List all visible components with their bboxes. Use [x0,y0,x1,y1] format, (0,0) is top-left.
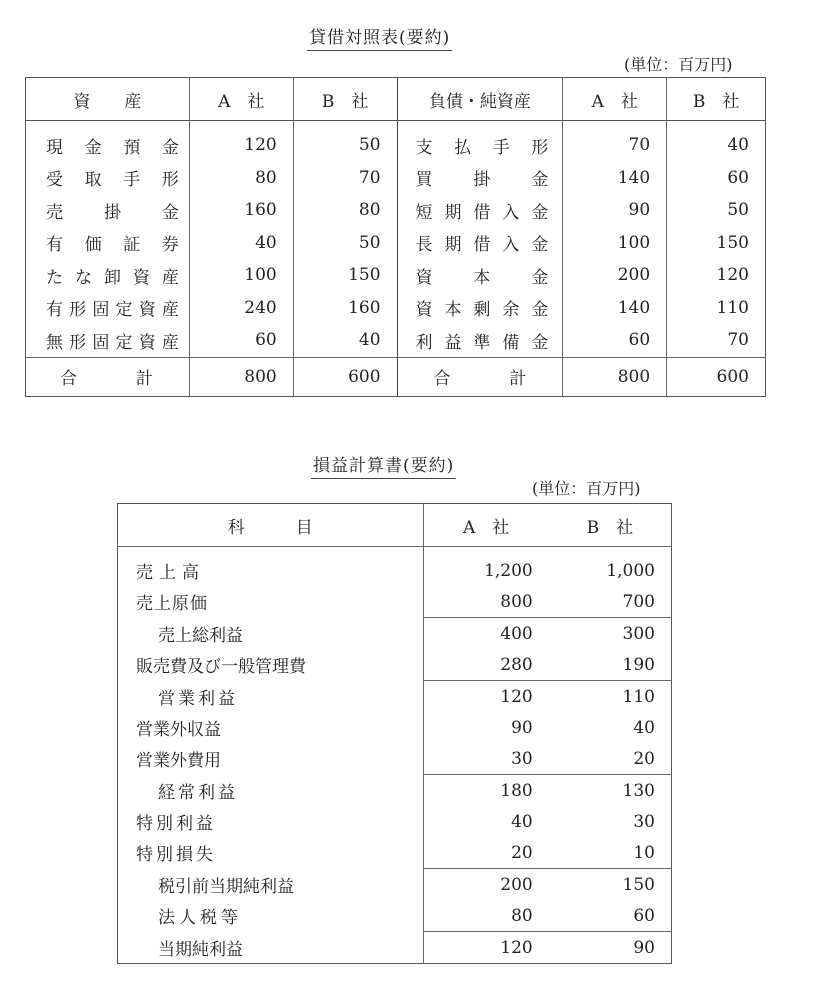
item-label-cell [118,837,424,869]
item-value-a: 20 [511,842,533,863]
asset-value-a: 60 [189,324,293,357]
income-statement-title: 損益計算書(要約) [311,451,456,479]
balance-sheet-title: 貸借対照表(要約) [307,23,452,51]
item-label: 販売費及び一般管理費 [136,657,306,678]
total-label: 合計 [397,357,563,396]
item-value-b: 300 [549,618,672,650]
item-value-a: 280 [500,654,533,675]
item-label-cell [118,932,424,964]
item-label-cell [118,900,424,932]
asset-label: 受取手形 [26,162,190,195]
item-value-b: 700 [622,591,655,612]
item-label-cell [118,618,424,650]
item-label: 売上原価 [136,594,208,615]
asset-label: たな卸資産 [26,259,190,292]
header-item: 科 目 [118,504,424,547]
header-liabilities: 負債・純資産 [397,78,563,121]
balance-sheet-row [26,227,766,260]
item-label: 売上高 [136,563,205,583]
item-label-cell [118,681,424,713]
liability-value-b: 40 [727,135,749,156]
asset-label: 無形固定資産 [26,324,190,357]
balance-sheet-row [26,292,766,325]
asset-value-b: 150 [293,259,397,292]
liability-label: 長期借入金 [397,227,563,260]
liability-label: 買掛金 [397,162,563,195]
item-label: 当期純利益 [158,939,243,960]
item-label: 営業外収益 [136,720,221,740]
liability-value-b: 120 [716,265,749,286]
balance-sheet-row [26,324,766,357]
income-statement-row [118,681,672,713]
asset-value-a: 120 [189,121,293,162]
total-a: 800 [563,357,667,396]
income-statement-header-row [118,504,672,547]
asset-label: 売掛金 [26,194,190,227]
item-value-a: 90 [511,717,533,738]
item-label: 営業外費用 [136,751,221,772]
item-value-a: 30 [511,748,533,769]
item-value-a: 40 [511,811,533,832]
asset-value-a: 40 [189,227,293,260]
asset-label: 有形固定資産 [26,292,190,325]
balance-sheet-row [26,259,766,292]
item-value-a: 120 [423,932,549,964]
item-value-b: 30 [633,811,655,832]
asset-label: 有価証券 [26,227,190,260]
item-value-b: 190 [622,654,655,675]
income-statement-row [118,649,672,681]
balance-sheet-total-row [26,357,766,396]
liability-value-b: 150 [716,232,749,253]
asset-value-a: 160 [189,194,293,227]
item-value-a: 400 [423,618,549,650]
item-value-a: 80 [511,905,533,926]
asset-value-b: 50 [293,227,397,260]
item-label: 税引前当期純利益 [158,876,294,897]
income-statement-row [118,586,672,618]
income-statement-row [118,869,672,901]
item-label: 売上総利益 [158,625,243,646]
item-value-b: 90 [549,932,672,964]
item-value-a: 180 [423,775,549,807]
item-value-b: 60 [633,905,655,926]
income-statement-row [118,712,672,743]
liability-value-a: 70 [563,121,667,162]
item-value-b: 1,000 [606,560,655,581]
item-label-cell [118,869,424,901]
balance-sheet-row [26,121,766,162]
liability-label: 利益準備金 [397,324,563,357]
header-company-a: A 社 [423,504,549,547]
income-statement-row [118,806,672,837]
item-value-b: 110 [549,681,672,713]
item-label-cell [118,743,424,775]
asset-value-b: 40 [293,324,397,357]
income-statement-unit: (単位：百万円) [532,479,641,498]
liability-value-b: 50 [727,200,749,221]
liability-value-a: 200 [563,259,667,292]
item-value-a: 200 [423,869,549,901]
total-label: 合計 [26,357,190,396]
item-label-cell [118,806,424,837]
item-value-b: 40 [633,717,655,738]
liability-value-a: 90 [563,194,667,227]
item-label-cell [118,586,424,618]
liability-label: 短期借入金 [397,194,563,227]
liability-value-b: 70 [727,330,749,351]
total-b: 600 [667,357,766,396]
item-label: 法人税等 [158,908,242,929]
liability-value-a: 140 [563,162,667,195]
liability-label: 資本金 [397,259,563,292]
item-label: 特別利益 [136,814,216,834]
item-label: 営業利益 [158,688,238,709]
income-statement-row [118,900,672,932]
item-value-a: 1,200 [484,560,533,581]
total-a: 800 [189,357,293,396]
income-statement-row [118,775,672,807]
balance-sheet-unit: (単位：百万円) [624,55,733,74]
asset-label: 現金預金 [26,121,190,162]
item-value-b: 150 [549,869,672,901]
item-value-a: 800 [500,591,533,612]
item-label: 経常利益 [158,782,238,803]
income-statement-row [118,743,672,775]
income-statement-row [118,618,672,650]
liability-value-a: 100 [563,227,667,260]
income-statement-table [117,503,672,964]
item-value-b: 10 [633,842,655,863]
liability-value-b: 60 [727,167,749,188]
income-statement-row [118,932,672,964]
item-label-cell [118,775,424,807]
balance-sheet-header-row [26,78,766,121]
liability-label: 支払手形 [397,121,563,162]
asset-value-a: 240 [189,292,293,325]
item-label-cell [118,649,424,681]
header-assets: 資 産 [26,78,190,121]
asset-value-b: 160 [293,292,397,325]
asset-value-a: 100 [189,259,293,292]
item-label-cell [118,712,424,743]
item-value-a: 120 [423,681,549,713]
liability-label: 資本剰余金 [397,292,563,325]
income-statement-row [118,837,672,869]
item-label: 特別損失 [136,845,216,866]
header-company-b: B 社 [667,78,766,121]
income-statement-row [118,547,672,587]
header-company-b: B 社 [549,504,672,547]
balance-sheet-row [26,194,766,227]
asset-value-b: 70 [293,162,397,195]
liability-value-a: 60 [563,324,667,357]
balance-sheet-table [25,77,766,397]
header-company-a: A 社 [189,78,293,121]
header-company-a: A 社 [563,78,667,121]
liability-value-b: 110 [716,297,749,318]
item-label-cell [118,547,424,587]
item-value-b: 130 [549,775,672,807]
total-b: 600 [293,357,397,396]
asset-value-b: 50 [293,121,397,162]
liability-value-a: 140 [563,292,667,325]
balance-sheet-row [26,162,766,195]
item-value-b: 20 [633,748,655,769]
header-company-b: B 社 [293,78,397,121]
asset-value-b: 80 [293,194,397,227]
asset-value-a: 80 [189,162,293,195]
